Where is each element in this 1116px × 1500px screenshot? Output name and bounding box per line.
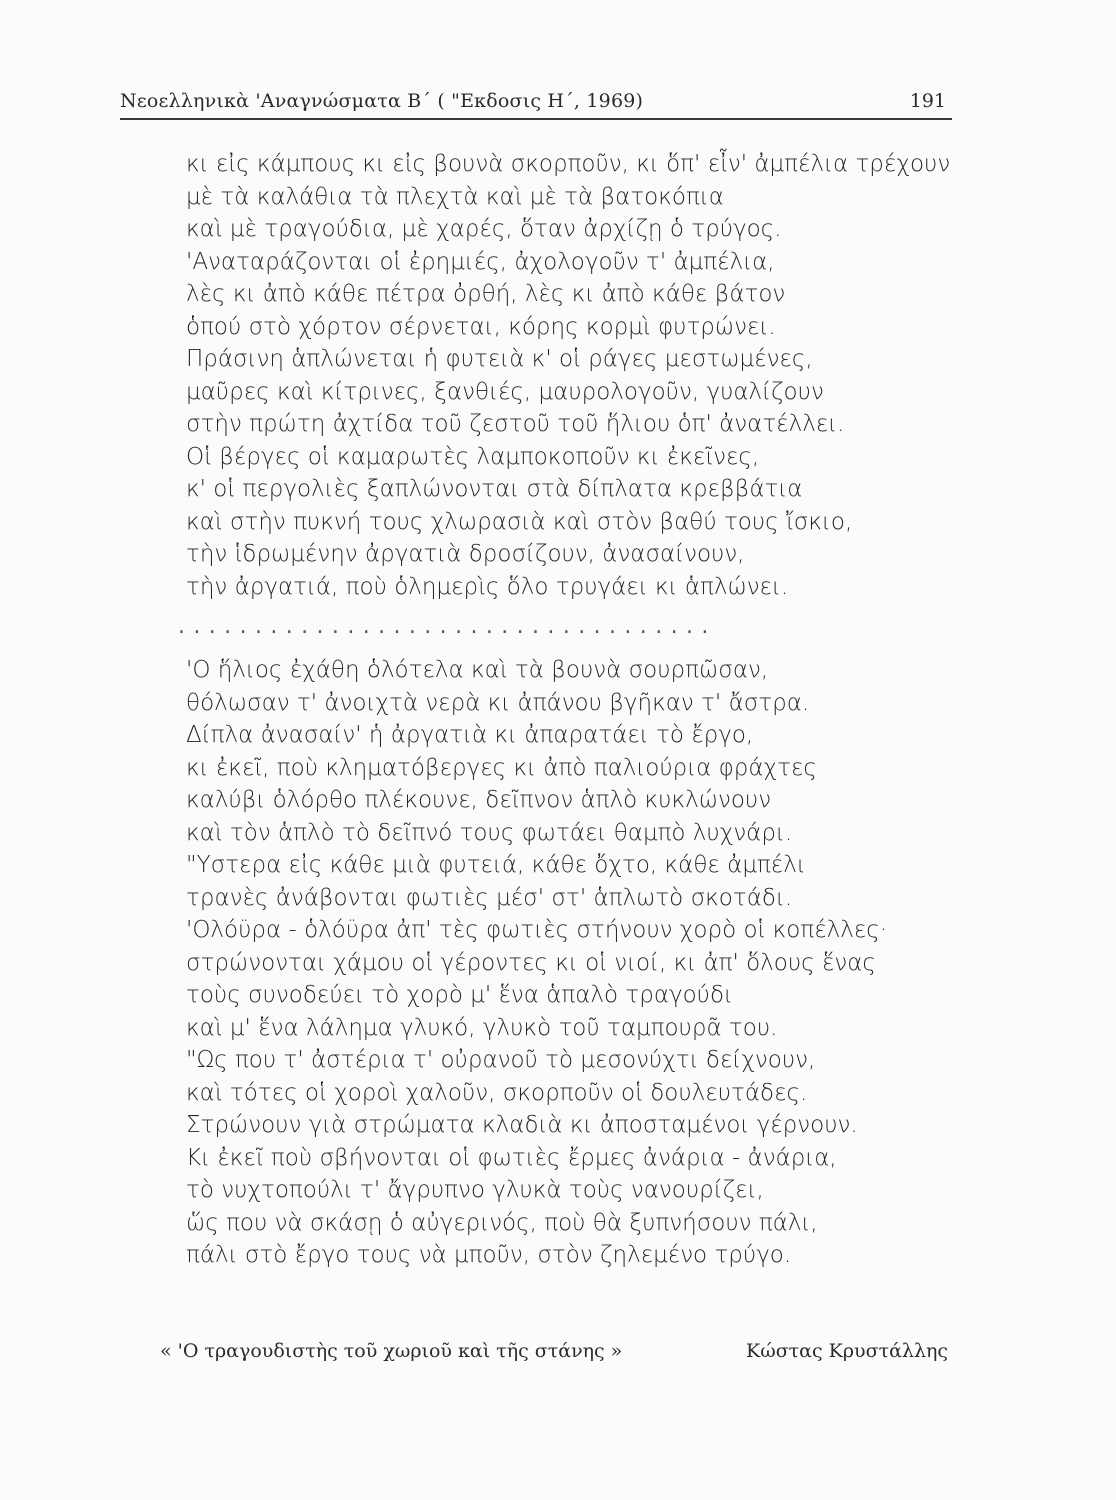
poem-line: Κι ἐκεῖ ποὺ σβήνονται οἱ φωτιὲς ἔρμες ἀνάρια - ἀνάρια, [186, 1144, 837, 1171]
poem-line: καὶ στὴν πυκνή τους χλωρασιὰ καὶ στὸν βαθύ τους ἴσκιο, [186, 508, 853, 535]
page-header [120, 84, 952, 120]
poem-line: ὁπού στὸ χόρτον σέρνεται, κόρης κορμὶ φυτρώνει. [186, 313, 776, 340]
poem-line: τὴν ἱδρωμένην ἀργατιὰ δροσίζουν, ἀνασαίνουν, [186, 541, 745, 567]
poem-line: καὶ μ' ἕνα λάλημα γλυκό, γλυκὸ τοῦ ταμπουρᾶ του. [186, 1014, 778, 1041]
poem-line: Δίπλα ἀνασαίν' ἡ ἀργατιὰ κι ἀπαρατάει τὸ ἔργο, [186, 722, 754, 748]
poem-line: μαῦρες καὶ κίτρινες, ξανθιές, μαυρολογοῦν, γυαλίζουν [186, 378, 824, 405]
poem-line: τὴν ἀργατιά, ποὺ ὁλημερὶς ὅλο τρυγάει κι ἁπλώνει. [186, 573, 789, 600]
poem-line: καὶ μὲ τραγούδια, μὲ χαρές, ὅταν ἀρχίζῃ ὁ τρύγος. [186, 216, 782, 242]
poem-line: στὴν πρώτη ἀχτίδα τοῦ ζεστοῦ τοῦ ἥλιου ὁπ' ἀνατέλλει. [186, 411, 845, 437]
poem-line: κι εἰς κάμπους κι εἰς βουνὰ σκορποῦν, κι ὅπ' εἶν' ἀμπέλια τρέχουν [186, 151, 951, 177]
poem-line: τὸ νυχτοπούλι τ' ἄγρυπνο γλυκὰ τοὺς νανουρίζει, [186, 1177, 764, 1203]
poem-line: καὶ τότες οἱ χοροὶ χαλοῦν, σκορποῦν οἱ δουλευτάδες. [186, 1079, 808, 1106]
poem-line: στρώνονται χάμου οἱ γέροντες κι οἱ νιοί, κι ἀπ' ὅλους ἕνας [186, 949, 876, 976]
ellipsis-separator: ................................... [178, 614, 717, 639]
poem-line: 'Ολόϋρα - ὁλόϋρα ἀπ' τὲς φωτιὲς στήνουν χορὸ οἱ κοπέλλες· [186, 917, 888, 943]
poem-line: καλύβι ὁλόρθο πλέκουνε, δεῖπνον ἁπλὸ κυκλώνουν [186, 787, 772, 813]
poem-line: κ' οἱ περγολιὲς ξαπλώνονται στὰ δίπλατα κρεββάτια [186, 476, 803, 502]
poem-line: θόλωσαν τ' ἀνοιχτὰ νερὰ κι ἀπάνου βγῆκαν τ' ἄστρα. [186, 689, 810, 716]
poem-line: Στρώνουν γιὰ στρώματα κλαδιὰ κι ἀποσταμένοι γέρνουν. [186, 1112, 858, 1138]
poem-line: Οἱ βέργες οἱ καμαρωτὲς λαμποκοποῦν κι ἐκεῖνες, [186, 443, 760, 470]
poem-line: ὥς που νὰ σκάσῃ ὁ αὐγερινός, ποὺ θὰ ξυπνήσουν πάλι, [186, 1209, 818, 1236]
poem-line: 'Αναταράζονται οἱ ἐρημιές, ἀχολογοῦν τ' ἀμπέλια, [186, 248, 775, 275]
poem-line: Πράσινη ἁπλώνεται ἡ φυτειὰ κ' οἱ ράγες μεστωμένες, [186, 346, 813, 372]
running-title: Νεοελληνικὰ 'Αναγνώσματα Β΄ ( "Εκδοσις Η΄, 1969) [120, 90, 644, 112]
poem-line: λὲς κι ἀπὸ κάθε πέτρα ὀρθή, λὲς κι ἀπὸ κάθε βάτον [186, 281, 786, 307]
poem-line: μὲ τὰ καλάθια τὰ πλεχτὰ καὶ μὲ τὰ βατοκόπια [186, 183, 724, 210]
poem-line: κι ἐκεῖ, ποὺ κληματόβεργες κι ἀπὸ παλιούρια φράχτες [186, 754, 817, 781]
poem-line: πάλι στὸ ἔργο τους νὰ μποῦν, στὸν ζηλεμένο τρύγο. [186, 1242, 792, 1268]
poem-line: 'Ο ἥλιος ἐχάθη ὁλότελα καὶ τὰ βουνὰ σουρπῶσαν, [186, 657, 769, 683]
author-name: Κώστας Κρυστάλλης [746, 1340, 949, 1362]
poem-stanza-2 [186, 654, 976, 1272]
poem-line: τρανὲς ἀνάβονται φωτιὲς μέσ' στ' ἁπλωτὸ σκοτάδι. [186, 884, 793, 911]
source-citation: « 'Ο τραγουδιστὴς τοῦ χωριοῦ καὶ τῆς στάνης » [160, 1340, 623, 1362]
poem-line: καὶ τὸν ἁπλὸ τὸ δεῖπνό τους φωτάει θαμπὸ λυχνάρι. [186, 819, 793, 846]
poem-line: "Ως που τ' ἀστέρια τ' οὐρανοῦ τὸ μεσονύχτι δείχνουν, [186, 1047, 816, 1073]
page-number: 191 [909, 90, 946, 112]
poem-stanza-1 [186, 148, 976, 603]
poem-line: "Υστερα εἰς κάθε μιὰ φυτειά, κάθε ὄχτο, κάθε ἀμπέλι [186, 852, 806, 878]
poem-line: τοὺς συνοδεύει τὸ χορὸ μ' ἕνα ἁπαλὸ τραγούδι [186, 982, 733, 1008]
